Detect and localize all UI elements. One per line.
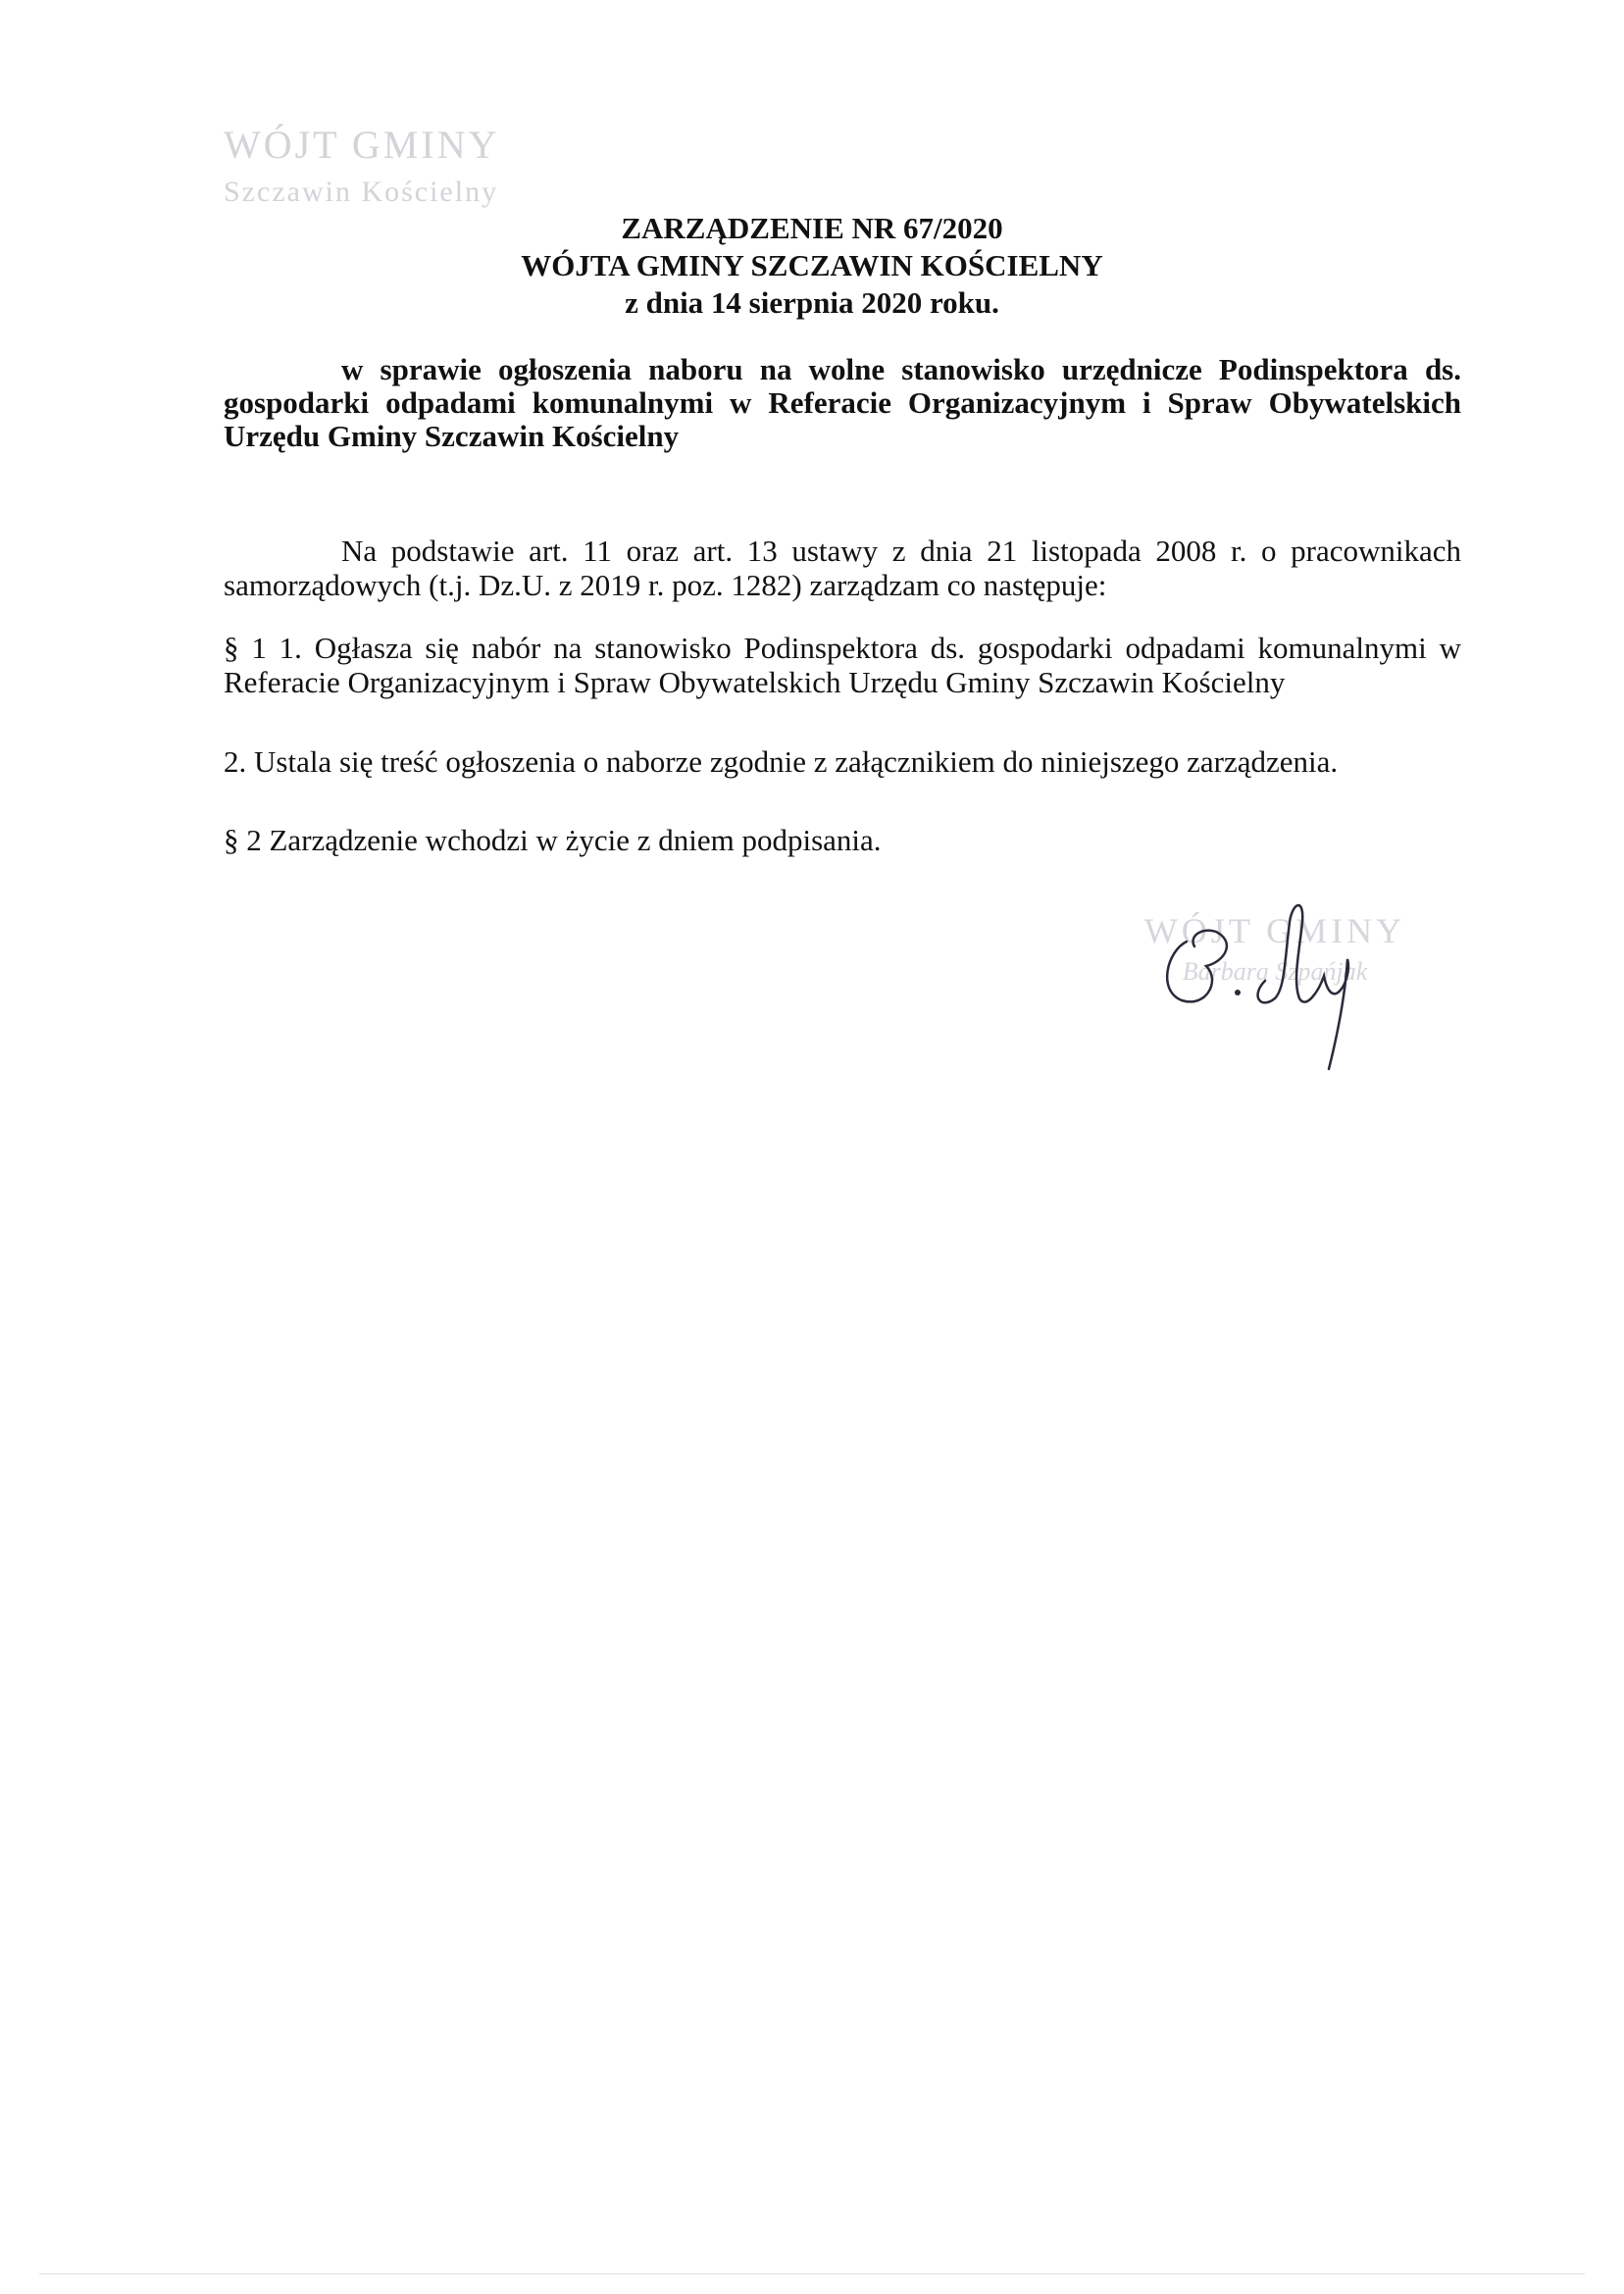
ordinance-date: z dnia 14 sierpnia 2020 roku. [625,285,999,320]
ordinance-subject: w sprawie ogłoszenia naboru na wolne stanowisko urzędnicze Podinspektora ds. gospodarki odpadami komunalnymi w Referacie Organizacyjnym i Spraw Obywatelskich Urzędu Gminy Szczawin Kościelny [224,352,1461,453]
section-1-point-2: 2. Ustala się treść ogłoszenia o naborze zgodnie z załącznikiem do niniejszego zarządzenia. [224,744,1339,779]
stamp-subtitle: Szczawin Kościelny [224,176,499,208]
issuer-title: WÓJTA GMINY SZCZAWIN KOŚCIELNY [521,248,1103,282]
stamp-title: WÓJT GMINY [224,123,500,167]
section-1-point-1: § 1 1. Ogłasza się nabór na stanowisko Podinspektora ds. gospodarki odpadami komunalnymi w Referacie Organizacyjnym i Spraw Obywatelskich Urzędu Gminy Szczawin Kościelny [224,631,1461,699]
scan-edge-line [39,2273,1585,2274]
signature-stamp-title: WÓJT GMINY [1143,911,1406,950]
office-stamp-top [224,122,577,210]
handwritten-signature-icon [1128,883,1422,1079]
signature-stamp-name: Barbara Szpańjak [1182,957,1368,986]
section-2-paragraph: § 2 Zarządzenie wchodzi w życie z dniem podpisania. [224,823,882,857]
signature-block [1128,883,1422,1079]
legal-basis-paragraph: Na podstawie art. 11 oraz art. 13 ustawy z dnia 21 listopada 2008 r. o pracownikach samorządowych (t.j. Dz.U. z 2019 r. poz. 1282) zarządzam co następuje: [224,534,1461,602]
document-heading [0,210,1624,322]
ordinance-number: ZARZĄDZENIE NR 67/2020 [621,211,1003,245]
